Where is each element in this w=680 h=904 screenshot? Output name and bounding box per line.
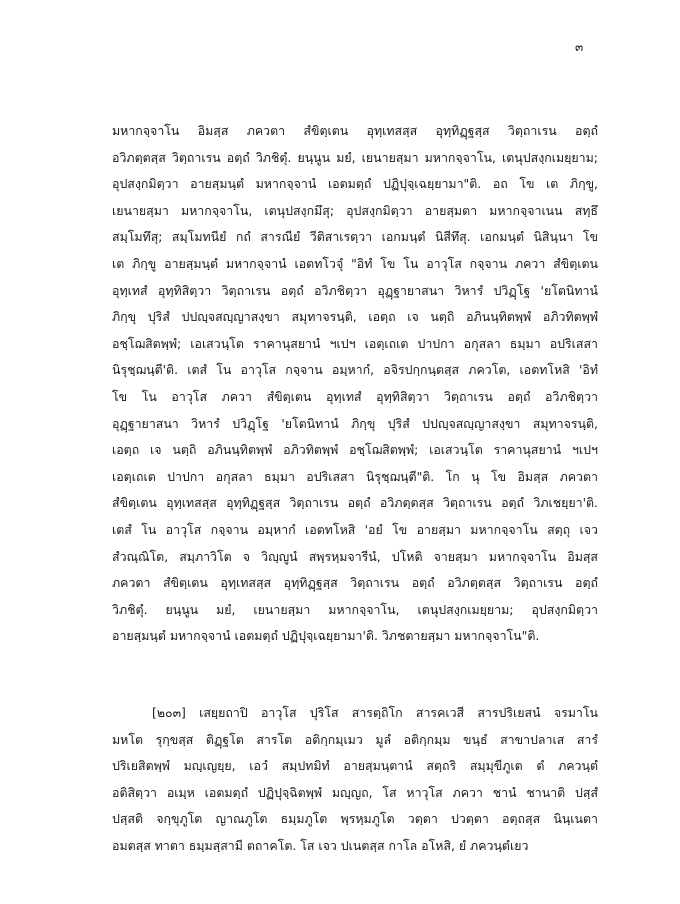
text-line: อุทฺเทสํ อุทฺทิสิตฺวา วิตฺถาเรน อตฺถํ อวิภชิตฺวา อุฏฺฐายาสนา วิหารํ ปวิฏฺโฐ 'ยโตนิทานํ <box>112 282 598 298</box>
text-line: อมตสฺส ทาตา ธมฺมสฺสามี ตถาคโต. โส เจว ปเนตสฺส กาโล อโหสิ, ยํ ภควนฺตํเยว <box>112 837 529 853</box>
text-line: เอตฺถ เจ นตฺถิ อภินนฺทิตพฺพํ อภิวทิตพฺพํ อชฺโฌสิตพฺพํ; เอเสวนฺโต ราคานุสยานํ ฯเปฯ <box>112 442 598 458</box>
text-line: ภควตา สํขิตฺเตน อุทฺเทสสฺส อุทฺทิฏฺฐสฺส วิตฺถาเรน อตฺถํ อวิภตฺตสฺส วิตฺถาเรน อตฺถํ <box>112 575 598 591</box>
paragraph-2 <box>112 700 598 860</box>
text-line: โข โน อาวุโส ภควา สํขิตฺเตน อุทฺเทสํ อุทฺทิสิตฺวา วิตฺถาเรน อตฺถํ อวิภชิตฺวา <box>112 388 598 404</box>
page-number: ๓ <box>575 40 584 54</box>
paragraph-1 <box>112 118 598 650</box>
text-line: ปริเยสิตพฺพํ มญฺเญยฺย, เอวํ สมฺปทมิทํ อายสฺมนฺตานํ สตฺถริ สมฺมุขีภูเต ตํ ภควนฺตํ <box>112 758 598 774</box>
text-line: เยนายสฺมา มหากจฺจาโน, เตนุปสงฺกมึสุ; อุปสงฺกมิตฺวา อายสฺมตา มหากจฺจาเนน สทฺธึ <box>112 202 598 218</box>
text-line: สมฺโมทึสุ; สมฺโมทนียํ กถํ สารณียํ วีติสาเรตฺวา เอกมนฺตํ นิสีทึสุ. เอกมนฺตํ นิสินฺนา โข <box>112 229 598 245</box>
text-line: วิภชิตุํ. ยนฺนูน มยํ, เยนายสฺมา มหากจฺจาโน, เตนุปสงฺกเมยฺยาม; อุปสงฺกมิตฺวา <box>112 601 598 617</box>
text-line: ภิกฺขุ ปุริสํ ปปญฺจสญฺญาสงฺขา สมุทาจรนฺติ, เอตฺถ เจ นตฺถิ อภินนฺทิตพฺพํ อภิวทิตพฺพํ <box>112 309 598 325</box>
text-line: นิรุชฺฌนฺตี'ติ. เตสํ โน อาวุโส กจฺจาน อมฺหากํ, อจิรปกฺกนฺตสฺส ภควโต, เอตทโหสิ 'อิทํ <box>112 362 598 378</box>
text-line: อุปสงฺกมิตฺวา อายสฺมนฺตํ มหากจฺจานํ เอตมตฺถํ ปฏิปุจฺเฉยฺยามา"ติ. อถ โข เต ภิกฺขู, <box>112 176 598 192</box>
text-line: อติสิตฺวา อเมฺห เอตมตฺถํ ปฏิปุจฺฉิตพฺพํ มญฺญถ, โส หาวุโส ภควา ชานํ ชานาติ ปสฺสํ <box>112 784 598 800</box>
text-line: อุฏฺฐายาสนา วิหารํ ปวิฏฺโฐ 'ยโตนิทานํ ภิกฺขุ ปุริสํ ปปญฺจสญฺญาสงฺขา สมุทาจรนฺติ, <box>112 415 598 431</box>
text-line: มหโต รุกฺขสฺส ติฏฺฐโต สารโต อติกฺกมฺเมว มูลํ อติกฺกมฺม ขนฺธํ สาขาปลาเส สารํ <box>112 731 598 747</box>
text-line: อวิภตฺตสฺส วิตฺถาเรน อตฺถํ วิภชิตุํ. ยนฺนูน มยํ, เยนายสฺมา มหากจฺจาโน, เตนุปสงฺกเมยฺยาม; <box>112 149 598 165</box>
text-line: เอตฺเถเต ปาปกา อกุสลา ธมฺมา อปริเสสา นิรุชฺฌนฺตี"ติ. โก นุ โข อิมสฺส ภควตา <box>112 468 598 484</box>
text-line: เตสํ โน อาวุโส กจฺจาน อมฺหากํ เอตทโหสิ 'อยํ โข อายสฺมา มหากจฺจาโน สตฺถุ เจว <box>112 521 598 537</box>
text-line: ปสฺสติ จกฺขุภูโต ญาณภูโต ธมฺมภูโต พฺรหฺมภูโต วตฺตา ปวตฺตา อตฺถสฺส นินฺเนตา <box>112 811 598 827</box>
text-line: มหากจฺจาโน อิมสฺส ภควตา สํขิตฺเตน อุทฺเทสสฺส อุทฺทิฏฺฐสฺส วิตฺถาเรน อตฺถํ <box>112 123 598 138</box>
text-line: สํวณฺณิโต, สมฺภาวิโต จ วิญฺญูนํ สพฺรหฺมจารีนํ, ปโหติ จายสฺมา มหากจฺจาโน อิมสฺส <box>112 548 598 564</box>
text-line: อายสฺมนฺตํ มหากจฺจานํ เอตมตฺถํ ปฏิปุจฺเฉยฺยามา'ติ. วิภชตายสฺมา มหากจฺจาโน"ติ. <box>112 628 540 644</box>
text-line: [๒๐๓] เสยฺยถาปิ อาวุโส ปุริโส สารตฺถิโก สารคเวสี สารปริเยสนํ จรมาโน <box>152 705 598 720</box>
text-line: เต ภิกฺขู อายสฺมนฺตํ มหากจฺจานํ เอตทโวจุํ "อิทํ โข โน อาวุโส กจฺจาน ภควา สํขิตฺเตน <box>112 255 598 271</box>
text-line: สํขิตฺเตน อุทฺเทสสฺส อุทฺทิฏฺฐสฺส วิตฺถาเรน อตฺถํ อวิภตฺตสฺส วิตฺถาเรน อตฺถํ วิภเชยฺยา'ติ. <box>112 495 598 511</box>
text-line: อชฺโฌสิตพฺพํ; เอเสวนฺโต ราคานุสยานํ ฯเปฯ เอตฺเถเต ปาปกา อกุสลา ธมฺมา อปริเสสา <box>112 335 598 351</box>
